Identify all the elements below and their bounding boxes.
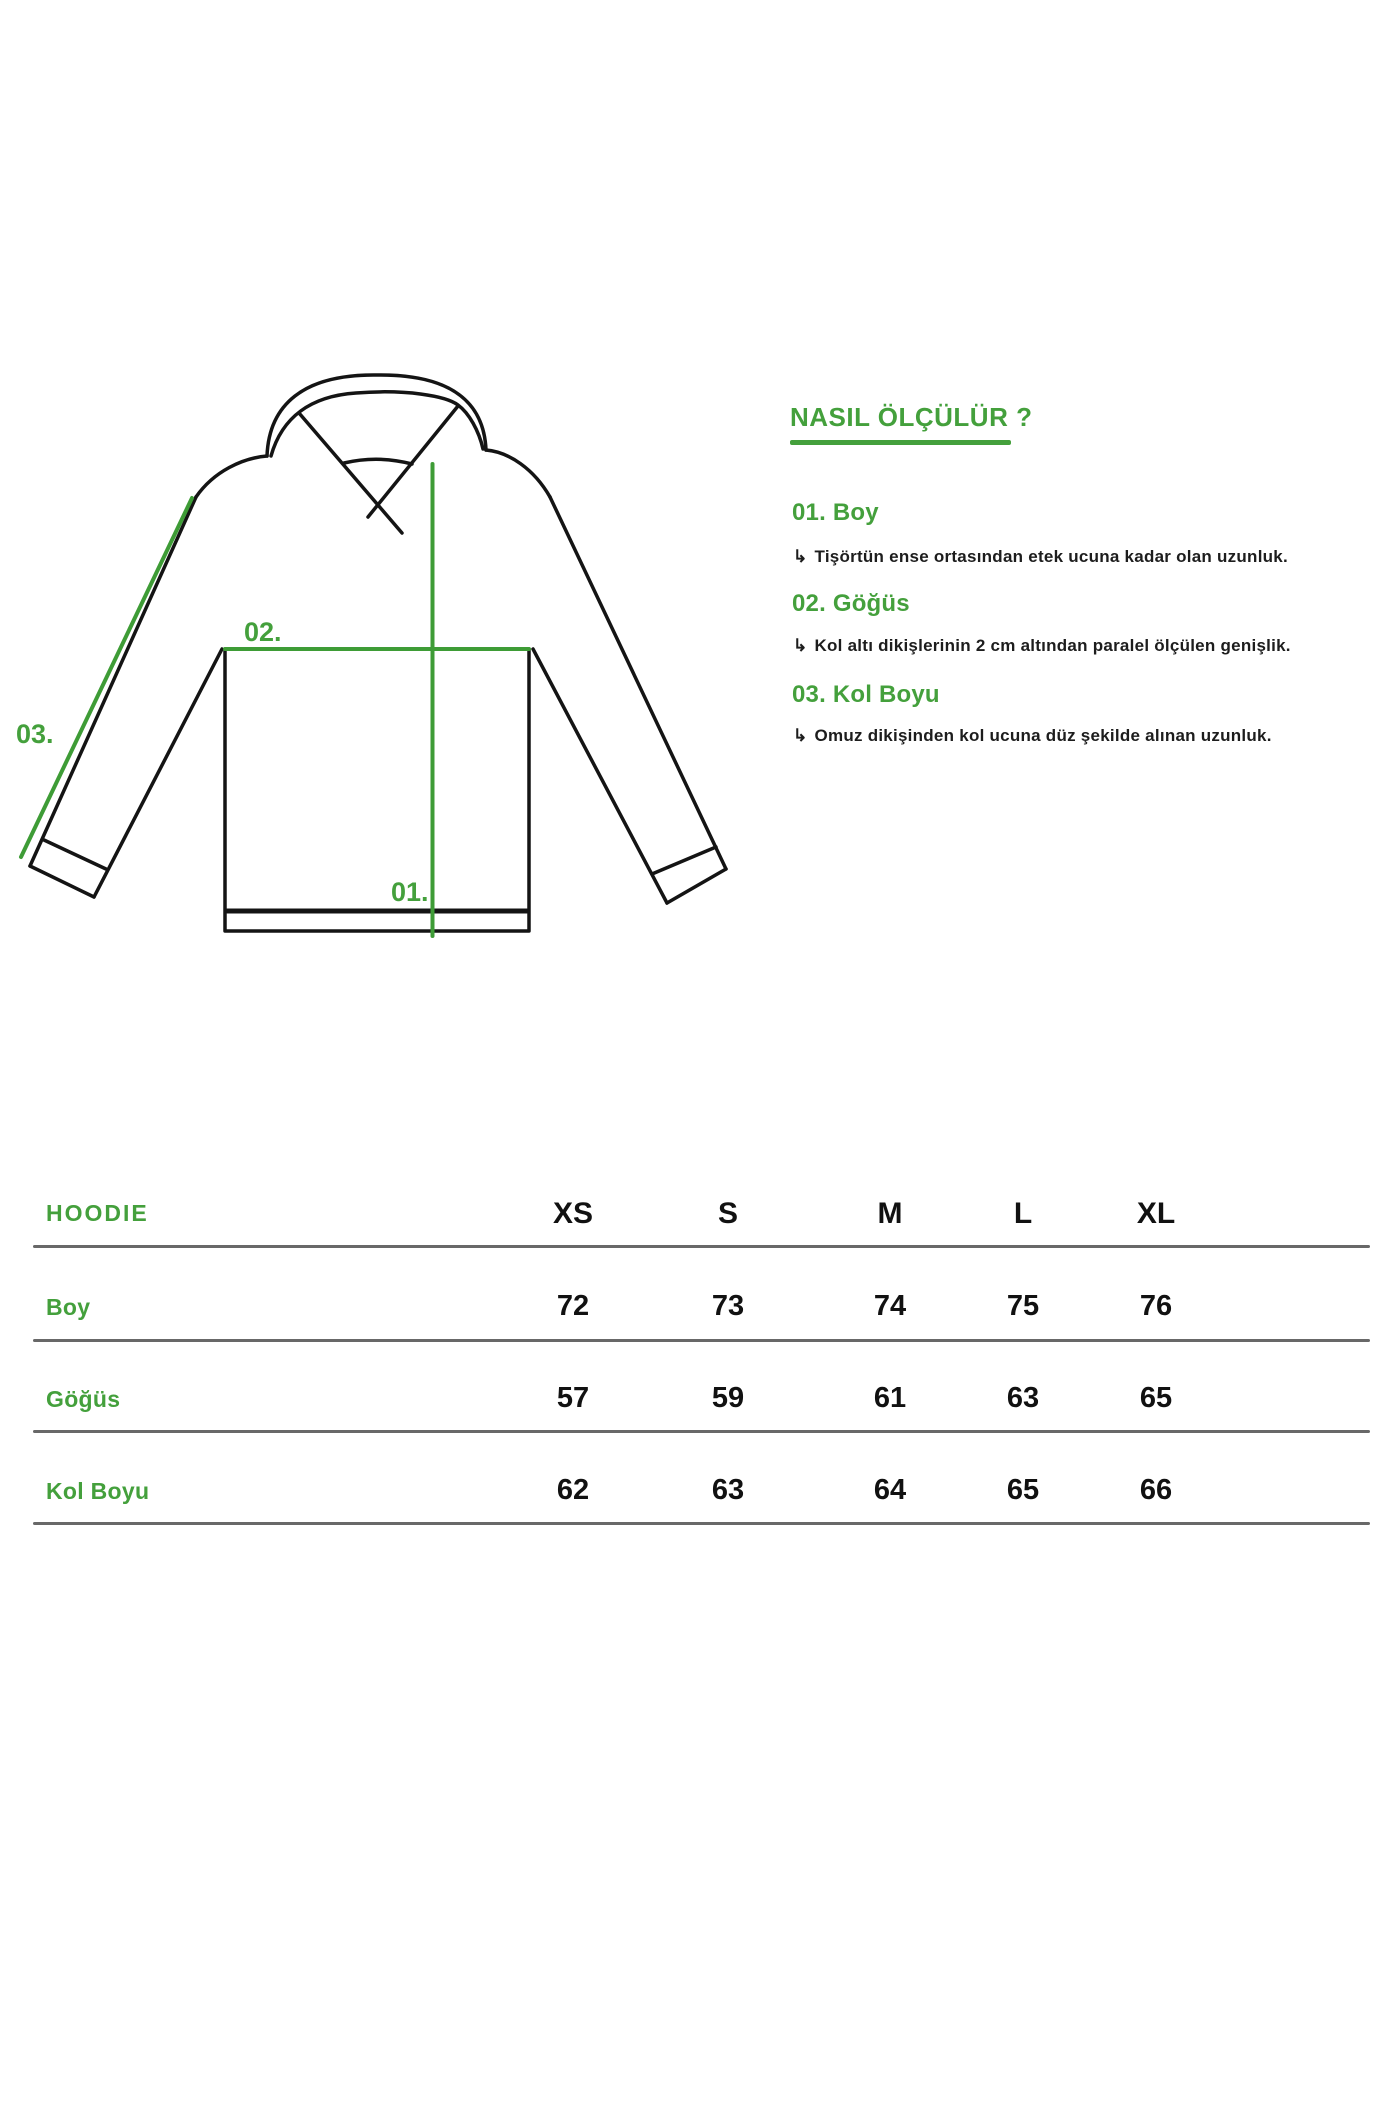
table-cell: 62 — [556, 1474, 590, 1506]
table-divider — [33, 1339, 1370, 1342]
elbow-arrow-icon: ↳ — [793, 547, 808, 566]
table-cell: 57 — [556, 1382, 590, 1414]
table-row-label-kol-boyu: Kol Boyu — [46, 1478, 150, 1504]
measure-item-desc-text: Omuz dikişinden kol ucuna düz şekilde alınan uzunluk. — [814, 726, 1272, 745]
right-cuff-separator-path — [652, 847, 716, 874]
left-sleeve-inner-path — [94, 649, 222, 897]
measure-item-heading-boy: 01. Boy — [792, 499, 879, 526]
measure-item-desc-text: Tişörtün ense ortasından etek ucuna kadar olan uzunluk. — [814, 547, 1288, 566]
table-divider — [33, 1430, 1370, 1433]
right-sleeve-inner-path — [533, 649, 667, 903]
hood-right-flap-path — [368, 406, 458, 517]
table-divider — [33, 1522, 1370, 1525]
table-cell: 61 — [873, 1382, 907, 1414]
table-product-label: HOODIE — [46, 1200, 149, 1226]
table-col-header-xl: XL — [1136, 1197, 1176, 1230]
measure-item-desc-boy — [793, 547, 1288, 567]
right-sleeve-outer-path — [550, 497, 726, 869]
measure-item-desc-kol-boyu — [793, 726, 1272, 746]
measure-label-01: 01. — [391, 877, 429, 907]
table-cell: 75 — [1006, 1290, 1040, 1322]
left-cuff-separator-path — [44, 840, 106, 869]
right-shoulder-path — [486, 450, 550, 497]
hoodie-outline — [30, 375, 726, 931]
hood-inner-path — [271, 392, 483, 456]
table-cell: 63 — [1006, 1382, 1040, 1414]
table-cell: 66 — [1139, 1474, 1173, 1506]
table-col-header-xs: XS — [552, 1197, 594, 1230]
table-divider — [33, 1245, 1370, 1248]
sleeve-measure-line — [21, 498, 192, 857]
table-cell: 63 — [711, 1474, 745, 1506]
table-col-header-s: S — [717, 1197, 738, 1230]
measure-label-02: 02. — [244, 617, 282, 647]
table-row-label-gogus: Göğüs — [46, 1386, 121, 1412]
howto-title: NASIL ÖLÇÜLÜR ? — [790, 402, 1033, 432]
left-cuff-end-path — [30, 866, 94, 897]
measure-item-heading-gogus: 02. Göğüs — [792, 590, 910, 617]
measure-item-desc-text: Kol altı dikişlerinin 2 cm altından paralel ölçülen genişlik. — [814, 636, 1291, 655]
table-cell: 72 — [556, 1290, 590, 1322]
elbow-arrow-icon: ↳ — [793, 636, 808, 655]
right-cuff-end-path — [667, 869, 726, 903]
table-col-header-m: M — [877, 1197, 903, 1230]
measure-label-03: 03. — [16, 719, 54, 749]
howto-title-underline — [790, 440, 1011, 445]
elbow-arrow-icon: ↳ — [793, 726, 808, 745]
table-cell: 76 — [1139, 1290, 1173, 1322]
table-cell: 73 — [711, 1290, 745, 1322]
hood-left-flap-path — [299, 413, 402, 533]
hoodie-measure-diagram — [0, 350, 760, 950]
body-outline-path — [225, 649, 529, 931]
table-cell: 65 — [1006, 1474, 1040, 1506]
left-sleeve-outer-path — [30, 497, 196, 866]
table-cell: 59 — [711, 1382, 745, 1414]
collar-back-seam-path — [344, 459, 412, 464]
table-row-label-boy: Boy — [46, 1294, 91, 1320]
left-shoulder-path — [196, 456, 267, 497]
measure-item-desc-gogus — [793, 636, 1291, 656]
table-cell: 64 — [873, 1474, 907, 1506]
table-cell: 65 — [1139, 1382, 1173, 1414]
table-col-header-l: L — [1013, 1197, 1033, 1230]
measure-item-heading-kol-boyu: 03. Kol Boyu — [792, 681, 940, 708]
table-cell: 74 — [873, 1290, 907, 1322]
